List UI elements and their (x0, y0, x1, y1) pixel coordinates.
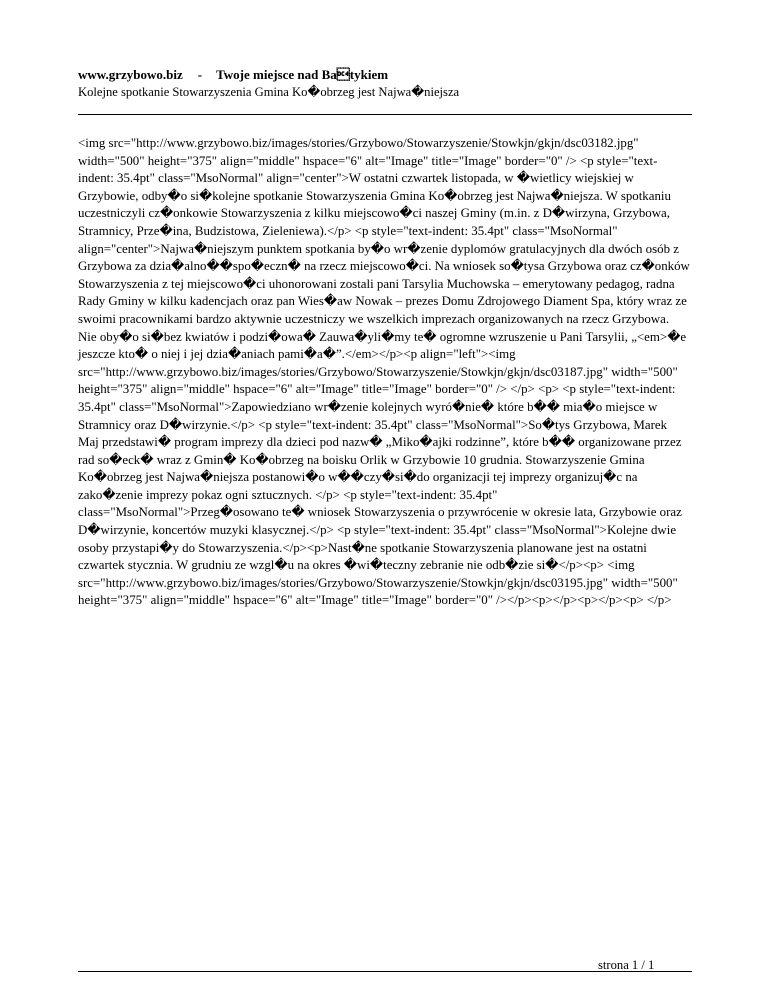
article-raw-text: <img src="http://www.grzybowo.biz/images/stories/Grzybowo/Stowarzyszenie/Stowkjn/gkjn/dsc03182.jpg" width="500" height="375" align="middle" hspace="6" alt="Image" title="Image" border="0" /> <p style="text-indent: 35.4pt" class="MsoNormal" align="center">W ostatni czwartek listopada, w �wietlicy wiejskiej w Grzybowie, odby�o si�kolejne spotkanie Stowarzyszenia Gmina Ko�obrzeg jest Najwa�niejsza. W spotkaniu uczestniczyli cz�onkowie Stowarzyszenia z kilku miejscowo�ci naszej Gminy (m.in. z D�wirzyna, Grzybowa, Stramnicy, Prze�ina, Budzistowa, Zieleniewa).</p> <p style="text-indent: 35.4pt" class="MsoNormal" align="center">Najwa�niejszym punktem spotkania by�o wr�zenie dyplomów gratulacyjnych dla dwóch osób z Grzybowa za dzia�alno��spo�eczn� na rzecz miejscowo�ci. Na wniosek so�tysa Grzybowa oraz cz�onków Stowarzyszenia z tej miejscowo�ci uhonorowani zostali pani Tarsylia Muchowska – emerytowany pedagog, radna Rady Gminy w kilku kadencjach oraz pan Wies�aw Nowak – prezes Domu Zdrojowego Diament Spa, który wraz ze swoimi pracownikami bardzo aktywnie uczestniczy we wszelkich imprezach organizowanych na rzecz Grzybowa. Nie oby�o si�bez kwiatów i podzi�owa� Zauwa�yli�my te� ogromne wzruszenie u Pani Tarsylii, „<em>�e jeszcze kto� o niej i jej dzia�aniach pami�a�”.</em></p><p align="left"><img src="http://www.grzybowo.biz/images/stories/Grzybowo/Stowarzyszenie/Stowkjn/gkjn/dsc03187.jpg" width="500" height="375" align="middle" hspace="6" alt="Image" title="Image" border="0" /> </p> <p> <p style="text-indent: 35.4pt" class="MsoNormal">Zapowiedziano wr�zenie kolejnych wyró�nie� które b�� mia�o miejsce w Stramnicy oraz D�wirzynie.</p> <p style="text-indent: 35.4pt" class="MsoNormal">So�tys Grzybowa, Marek Maj przedstawi� program imprezy dla dzieci pod nazw� „Miko�ajki rodzinne”, które b�� organizowane przez rad so�eck� wraz z Gmin� Ko�obrzeg na boisku Orlik w Grzybowie 10 grudnia. Stowarzyszenie Gmina Ko�obrzeg jest Najwa�niejsza postanowi�o w��czy�si�do organizacji tej imprezy organizuj�c na zako�zenie imprezy pokaz ogni sztucznych. </p> <p style="text-indent: 35.4pt" class="MsoNormal">Przeg�osowano te� wniosek Stowarzyszenia o przywrócenie w okresie lata, Grzybowie oraz D�wirzynie, koncertów muzyki klasycznej.</p> <p style="text-indent: 35.4pt" class="MsoNormal">Kolejne dwie osoby przystapi�y do Stowarzyszenia.</p><p>Nast�ne spotkanie Stowarzyszenia planowane jest na ostatni czwartek stycznia. W grudniu ze wzgl�u na okres �wi�teczny zebranie nie odb�zie si�</p><p> <img src="http://www.grzybowo.biz/images/stories/Grzybowo/Stowarzyszenie/Stowkjn/gkjn/dsc03195.jpg" width="500" height="375" align="middle" hspace="6" alt="Image" title="Image" border="0" /></p><p></p><p></p><p> </p> (78, 136, 690, 608)
page-number: strona 1 / 1 (598, 958, 655, 972)
article-title: Kolejne spotkanie Stowarzyszenia Gmina Ko�obrzeg jest Najwa�niejsza (78, 85, 460, 99)
article-body (78, 135, 690, 610)
site-line (78, 66, 690, 83)
site-url: www.grzybowo.biz (78, 67, 183, 82)
header-divider (78, 114, 692, 115)
page-header (78, 66, 690, 100)
title-separator: - (197, 67, 203, 82)
site-tagline: Twoje miejsce nad Batykiem (216, 67, 389, 82)
